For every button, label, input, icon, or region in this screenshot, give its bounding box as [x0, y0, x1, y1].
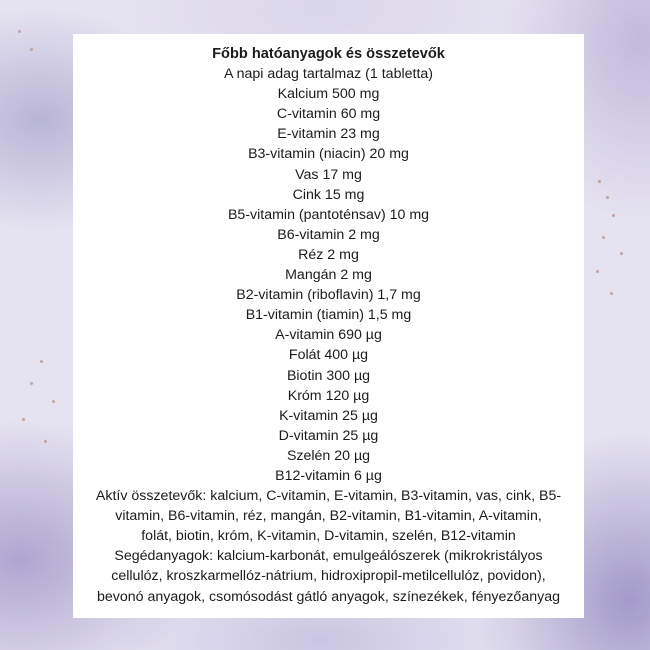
- decorative-speck: [52, 400, 55, 403]
- excipients-paragraph: [81, 546, 576, 606]
- ingredient-item: Folát 400 µg: [288, 347, 369, 364]
- ingredient-item: B6-vitamin 2 mg: [277, 226, 380, 243]
- dose-intro: A napi adag tartalmaz (1 tabletta): [224, 66, 433, 83]
- page-title: Főbb hatóanyagok és összetevők: [212, 46, 445, 62]
- ingredient-item: Vas 17 mg: [295, 166, 362, 183]
- decorative-speck: [596, 270, 599, 273]
- decorative-speck: [606, 196, 609, 199]
- decorative-speck: [610, 292, 613, 295]
- ingredient-item: B1-vitamin (tiamin) 1,5 mg: [245, 307, 412, 324]
- ingredient-item: Szelén 20 µg: [286, 447, 371, 464]
- decorative-speck: [30, 382, 33, 385]
- decorative-speck: [612, 214, 615, 217]
- decorative-speck: [620, 252, 623, 255]
- ingredient-item: Króm 120 µg: [287, 387, 370, 404]
- ingredient-item: Cink 15 mg: [292, 186, 365, 203]
- ingredient-item: B2-vitamin (riboflavin) 1,7 mg: [236, 287, 421, 304]
- decorative-speck: [602, 236, 605, 239]
- decorative-speck: [598, 180, 601, 183]
- active-ingredients-line: folát, biotin, króm, K-vitamin, D-vitamin, szelén, B12-vitamin: [141, 528, 516, 545]
- decorative-speck: [44, 440, 47, 443]
- ingredient-item: A-vitamin 690 µg: [275, 327, 382, 344]
- ingredient-item: Kalcium 500 mg: [277, 86, 380, 103]
- excipients-line: Segédanyagok: kalcium-karbonát, emulgeálószerek (mikrokristályos: [114, 548, 543, 565]
- excipients-line: bevonó anyagok, csomósodást gátló anyagok, színezékek, fényezőanyag: [97, 588, 560, 605]
- active-ingredients-line: Aktív összetevők: kalcium, C-vitamin, E-vitamin, B3-vitamin, vas, cink, B5-: [95, 488, 562, 505]
- ingredient-item: B5-vitamin (pantoténsav) 10 mg: [227, 206, 430, 223]
- excipients-line: cellulóz, kroszkarmellóz-nátrium, hidroxipropil-metilcellulóz, povidon),: [111, 568, 546, 585]
- decorative-speck: [18, 30, 21, 33]
- ingredient-item: Mangán 2 mg: [285, 267, 372, 284]
- ingredient-item: C-vitamin 60 mg: [276, 106, 381, 123]
- ingredient-item: B3-vitamin (niacin) 20 mg: [248, 146, 409, 163]
- decorative-speck: [30, 48, 33, 51]
- active-ingredients-paragraph: [81, 486, 576, 546]
- decorative-speck: [40, 360, 43, 363]
- ingredient-item: K-vitamin 25 µg: [279, 407, 378, 424]
- ingredients-text: [73, 44, 584, 607]
- ingredient-item: D-vitamin 25 µg: [278, 427, 379, 444]
- ingredient-item: Réz 2 mg: [298, 246, 359, 263]
- ingredient-item: Biotin 300 µg: [286, 367, 371, 384]
- active-ingredients-line: vitamin, B6-vitamin, réz, mangán, B2-vitamin, B1-vitamin, A-vitamin,: [115, 508, 542, 525]
- info-card: [73, 34, 584, 618]
- decorative-speck: [22, 418, 25, 421]
- ingredient-item: E-vitamin 23 mg: [277, 126, 380, 143]
- ingredient-item: B12-vitamin 6 µg: [275, 467, 382, 484]
